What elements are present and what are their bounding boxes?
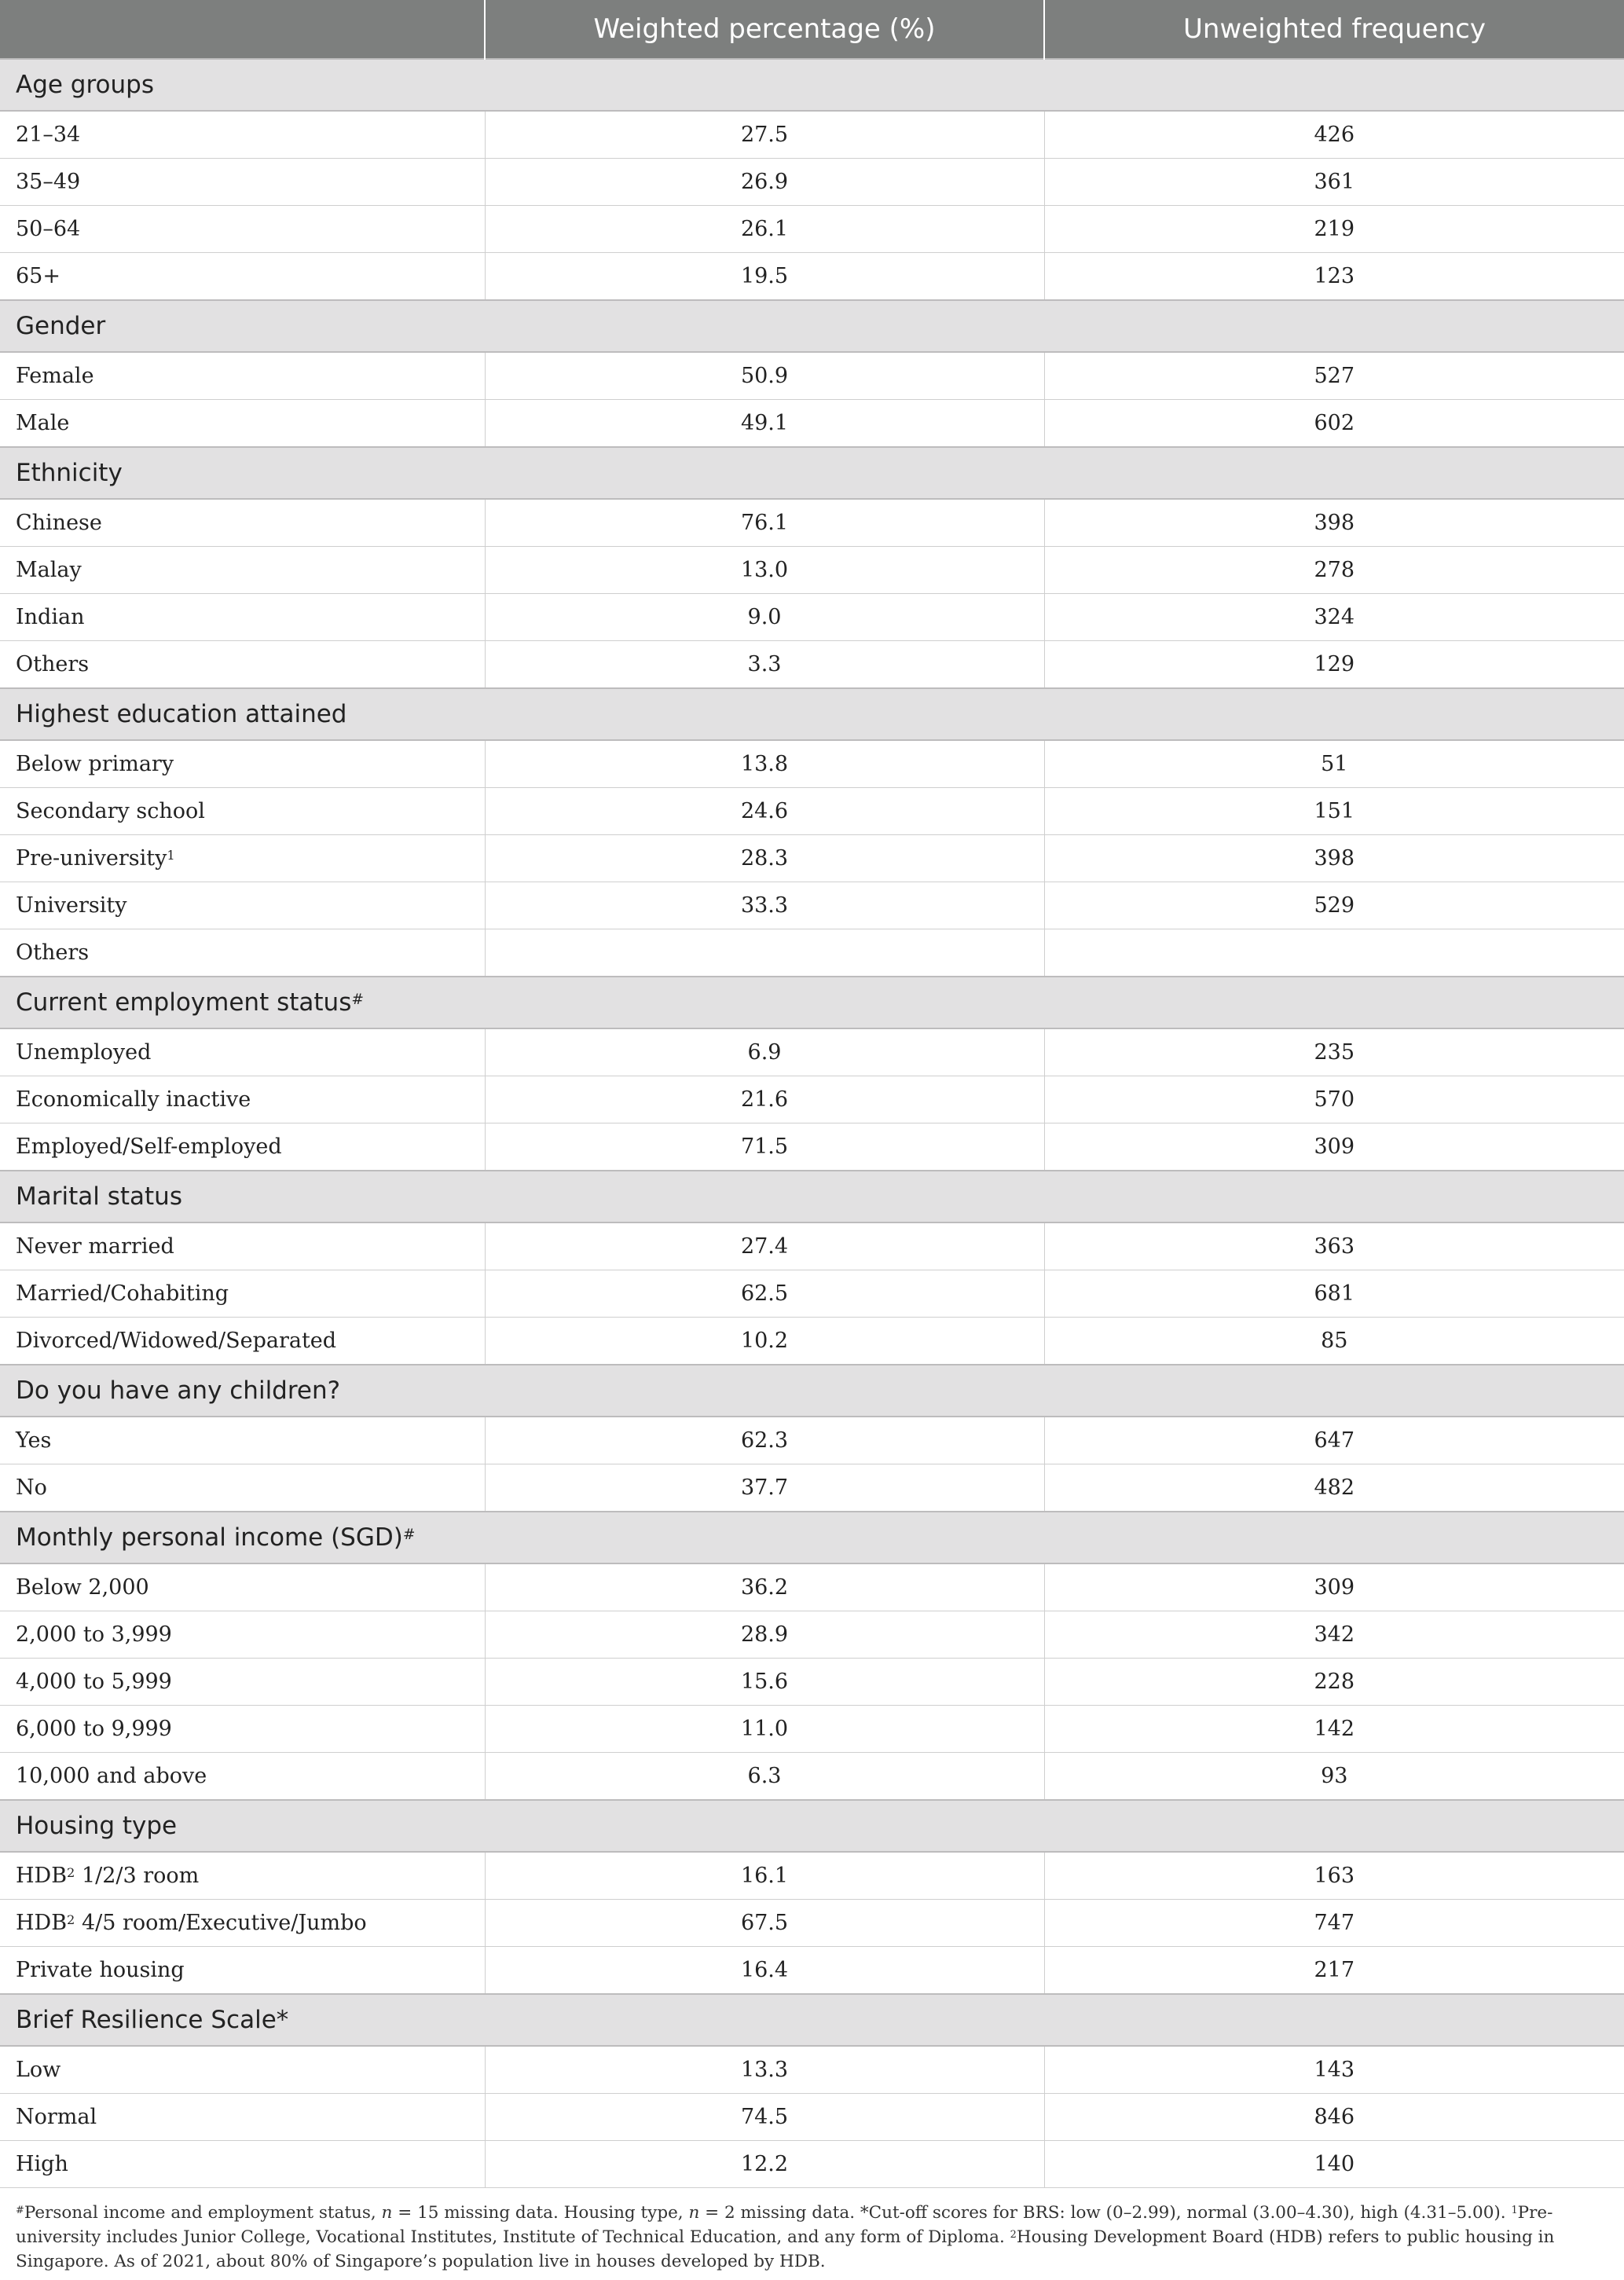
weighted-percentage-cell: 6.9 xyxy=(485,1028,1044,1076)
table-row xyxy=(0,1417,1624,1464)
row-label: 4,000 to 5,999 xyxy=(16,1670,172,1694)
weighted-percentage-cell: 28.9 xyxy=(485,1611,1044,1659)
table-row xyxy=(0,1753,1624,1801)
row-label: Male xyxy=(16,411,70,435)
unweighted-frequency-cell: 123 xyxy=(1044,253,1624,301)
row-label-cell xyxy=(0,1900,485,1947)
section-title-text: Monthly personal income (SGD) xyxy=(16,1523,403,1552)
weighted-percentage-cell: 9.0 xyxy=(485,594,1044,641)
row-label: Low xyxy=(16,2058,61,2082)
weighted-percentage-cell: 13.0 xyxy=(485,547,1044,594)
row-label-superscript: 1 xyxy=(167,847,175,863)
section-title xyxy=(0,300,1624,352)
weighted-percentage-cell: 13.8 xyxy=(485,740,1044,788)
row-label-cell xyxy=(0,1028,485,1076)
row-label-prefix: HDB xyxy=(16,1911,68,1935)
weighted-percentage-cell: 10.2 xyxy=(485,1318,1044,1365)
header-blank xyxy=(0,0,485,59)
table-row xyxy=(0,1318,1624,1365)
unweighted-frequency-cell xyxy=(1044,929,1624,977)
unweighted-frequency-cell: 235 xyxy=(1044,1028,1624,1076)
table-row xyxy=(0,206,1624,253)
weighted-percentage-cell xyxy=(485,929,1044,977)
row-label-cell xyxy=(0,1563,485,1611)
row-label-cell xyxy=(0,788,485,835)
table-row xyxy=(0,1464,1624,1512)
row-label-cell xyxy=(0,159,485,206)
table-row xyxy=(0,929,1624,977)
section-header-row xyxy=(0,977,1624,1028)
unweighted-frequency-cell: 602 xyxy=(1044,400,1624,448)
unweighted-frequency-cell: 426 xyxy=(1044,111,1624,159)
row-label-cell xyxy=(0,206,485,253)
section-title xyxy=(0,1994,1624,2046)
weighted-percentage-cell: 76.1 xyxy=(485,499,1044,547)
row-label: Female xyxy=(16,364,94,388)
section-header-row xyxy=(0,688,1624,740)
footnote-superscript: # xyxy=(16,2205,24,2217)
unweighted-frequency-cell: 219 xyxy=(1044,206,1624,253)
section-title-superscript: # xyxy=(351,991,364,1008)
row-label: 4/5 room/Executive/Jumbo xyxy=(75,1911,367,1935)
footnote-italic: n xyxy=(688,2203,700,2223)
section-title-text: Ethnicity xyxy=(16,459,123,487)
weighted-percentage-cell: 16.1 xyxy=(485,1852,1044,1900)
unweighted-frequency-cell: 51 xyxy=(1044,740,1624,788)
row-label-cell xyxy=(0,253,485,301)
section-title-text: Age groups xyxy=(16,71,154,99)
table-row xyxy=(0,1222,1624,1270)
row-label-cell xyxy=(0,1124,485,1171)
table-row xyxy=(0,1076,1624,1124)
row-label-cell xyxy=(0,2141,485,2188)
row-label-prefix: HDB xyxy=(16,1864,68,1888)
row-label: Yes xyxy=(16,1428,52,1453)
row-label-superscript: 2 xyxy=(67,1864,75,1880)
row-label: Malay xyxy=(16,558,82,582)
row-label: University xyxy=(16,893,127,918)
row-label: 6,000 to 9,999 xyxy=(16,1717,172,1741)
section-header-row xyxy=(0,1365,1624,1417)
section-title-text: Gender xyxy=(16,312,106,340)
row-label: Pre-university xyxy=(16,846,167,871)
row-label-superscript: 2 xyxy=(67,1912,75,1927)
table-row xyxy=(0,1852,1624,1900)
section-header-row xyxy=(0,300,1624,352)
weighted-percentage-cell: 21.6 xyxy=(485,1076,1044,1124)
table-row xyxy=(0,547,1624,594)
unweighted-frequency-cell: 129 xyxy=(1044,641,1624,689)
weighted-percentage-cell: 12.2 xyxy=(485,2141,1044,2188)
footnote-superscript: 2 xyxy=(1010,2229,1017,2242)
weighted-percentage-cell: 16.4 xyxy=(485,1947,1044,1995)
weighted-percentage-cell: 33.3 xyxy=(485,882,1044,929)
row-label: 10,000 and above xyxy=(16,1764,207,1788)
weighted-percentage-cell: 62.5 xyxy=(485,1270,1044,1318)
section-title xyxy=(0,688,1624,740)
row-label-cell xyxy=(0,1706,485,1753)
section-title xyxy=(0,447,1624,499)
row-label: 21–34 xyxy=(16,123,81,147)
header-weighted-percentage: Weighted percentage (%) xyxy=(485,0,1044,59)
row-label-cell xyxy=(0,1318,485,1365)
section-title-text: Brief Resilience Scale* xyxy=(16,2006,289,2034)
row-label: Never married xyxy=(16,1234,174,1259)
row-label-cell xyxy=(0,740,485,788)
unweighted-frequency-cell: 361 xyxy=(1044,159,1624,206)
row-label-cell xyxy=(0,1417,485,1464)
table-row xyxy=(0,2141,1624,2188)
section-header-row xyxy=(0,447,1624,499)
row-label-cell xyxy=(0,2094,485,2141)
unweighted-frequency-cell: 85 xyxy=(1044,1318,1624,1365)
row-label-cell xyxy=(0,547,485,594)
weighted-percentage-cell: 15.6 xyxy=(485,1659,1044,1706)
unweighted-frequency-cell: 527 xyxy=(1044,352,1624,400)
table-row xyxy=(0,2046,1624,2094)
row-label: High xyxy=(16,2152,68,2176)
row-label: Others xyxy=(16,652,90,676)
table-row xyxy=(0,1947,1624,1995)
section-title xyxy=(0,977,1624,1028)
unweighted-frequency-cell: 681 xyxy=(1044,1270,1624,1318)
row-label-cell xyxy=(0,1270,485,1318)
row-label: 65+ xyxy=(16,264,60,288)
footnote-text: Pre-university includes Junior College, Vocational Institutes, Institute of Technical Education, and any form of Diploma. xyxy=(16,2203,1553,2247)
table-row xyxy=(0,1124,1624,1171)
section-title-text: Do you have any children? xyxy=(16,1376,341,1405)
table-header xyxy=(0,0,1624,59)
weighted-percentage-cell: 28.3 xyxy=(485,835,1044,882)
footnote-italic: n xyxy=(381,2203,393,2223)
weighted-percentage-cell: 19.5 xyxy=(485,253,1044,301)
table-row xyxy=(0,641,1624,689)
row-label-cell xyxy=(0,1659,485,1706)
unweighted-frequency-cell: 529 xyxy=(1044,882,1624,929)
row-label: 2,000 to 3,999 xyxy=(16,1622,172,1647)
weighted-percentage-cell: 36.2 xyxy=(485,1563,1044,1611)
footnote-text: = 2 missing data. *Cut-off scores for BRS: low (0–2.99), normal (3.00–4.30), high (4.31–5.00). xyxy=(699,2203,1512,2223)
row-label: Below primary xyxy=(16,752,174,776)
table-row xyxy=(0,253,1624,301)
weighted-percentage-cell: 3.3 xyxy=(485,641,1044,689)
table-row xyxy=(0,1563,1624,1611)
row-label-cell xyxy=(0,111,485,159)
weighted-percentage-cell: 13.3 xyxy=(485,2046,1044,2094)
row-label-cell xyxy=(0,835,485,882)
section-title-text: Marital status xyxy=(16,1182,182,1211)
table-footnote xyxy=(16,2201,1607,2274)
row-label: 50–64 xyxy=(16,217,81,241)
weighted-percentage-cell: 27.4 xyxy=(485,1222,1044,1270)
section-title-text: Current employment status xyxy=(16,988,352,1017)
table-row xyxy=(0,882,1624,929)
footnote-text: Personal income and employment status, xyxy=(24,2203,382,2223)
table-row xyxy=(0,499,1624,547)
section-title-text: Housing type xyxy=(16,1812,178,1840)
footnote-text: = 15 missing data. Housing type, xyxy=(392,2203,689,2223)
unweighted-frequency-cell: 747 xyxy=(1044,1900,1624,1947)
weighted-percentage-cell: 67.5 xyxy=(485,1900,1044,1947)
unweighted-frequency-cell: 309 xyxy=(1044,1563,1624,1611)
row-label-cell xyxy=(0,1947,485,1995)
table-row xyxy=(0,1900,1624,1947)
row-label: Employed/Self-employed xyxy=(16,1135,282,1159)
row-label: 35–49 xyxy=(16,170,81,194)
row-label-cell xyxy=(0,1222,485,1270)
unweighted-frequency-cell: 151 xyxy=(1044,788,1624,835)
section-title xyxy=(0,1365,1624,1417)
table-row xyxy=(0,1028,1624,1076)
row-label-cell xyxy=(0,641,485,689)
table-row xyxy=(0,111,1624,159)
row-label: Others xyxy=(16,940,90,965)
section-header-row xyxy=(0,1512,1624,1563)
row-label-cell xyxy=(0,1464,485,1512)
row-label-cell xyxy=(0,882,485,929)
table-row xyxy=(0,400,1624,448)
section-header-row xyxy=(0,1800,1624,1852)
table-row xyxy=(0,1706,1624,1753)
unweighted-frequency-cell: 217 xyxy=(1044,1947,1624,1995)
weighted-percentage-cell: 24.6 xyxy=(485,788,1044,835)
row-label: Divorced/Widowed/Separated xyxy=(16,1329,337,1353)
row-label: Chinese xyxy=(16,511,102,535)
row-label: Married/Cohabiting xyxy=(16,1281,229,1306)
unweighted-frequency-cell: 324 xyxy=(1044,594,1624,641)
table-row xyxy=(0,594,1624,641)
table-row xyxy=(0,159,1624,206)
weighted-percentage-cell: 26.9 xyxy=(485,159,1044,206)
unweighted-frequency-cell: 278 xyxy=(1044,547,1624,594)
row-label-cell xyxy=(0,2046,485,2094)
weighted-percentage-cell: 27.5 xyxy=(485,111,1044,159)
section-header-row xyxy=(0,1171,1624,1222)
weighted-percentage-cell: 11.0 xyxy=(485,1706,1044,1753)
row-label: No xyxy=(16,1475,47,1500)
row-label: Below 2,000 xyxy=(16,1575,149,1600)
row-label-cell xyxy=(0,1753,485,1801)
weighted-percentage-cell: 26.1 xyxy=(485,206,1044,253)
section-header-row xyxy=(0,59,1624,111)
unweighted-frequency-cell: 140 xyxy=(1044,2141,1624,2188)
row-label-cell xyxy=(0,352,485,400)
unweighted-frequency-cell: 398 xyxy=(1044,835,1624,882)
unweighted-frequency-cell: 142 xyxy=(1044,1706,1624,1753)
weighted-percentage-cell: 62.3 xyxy=(485,1417,1044,1464)
section-header-row xyxy=(0,1994,1624,2046)
row-label: Unemployed xyxy=(16,1040,152,1065)
footnote-text: Housing Development Board (HDB) refers to public housing in Singapore. As of 2021, about 80% of Singapore’s population live in houses developed by HDB. xyxy=(16,2227,1555,2271)
table-row xyxy=(0,1270,1624,1318)
section-title xyxy=(0,1512,1624,1563)
row-label-cell xyxy=(0,929,485,977)
row-label-cell xyxy=(0,499,485,547)
unweighted-frequency-cell: 398 xyxy=(1044,499,1624,547)
table-row xyxy=(0,352,1624,400)
row-label: Indian xyxy=(16,605,85,629)
unweighted-frequency-cell: 309 xyxy=(1044,1124,1624,1171)
weighted-percentage-cell: 6.3 xyxy=(485,1753,1044,1801)
unweighted-frequency-cell: 163 xyxy=(1044,1852,1624,1900)
row-label-cell xyxy=(0,594,485,641)
table-body xyxy=(0,59,1624,2188)
section-title xyxy=(0,1800,1624,1852)
section-title xyxy=(0,59,1624,111)
section-title-text: Highest education attained xyxy=(16,700,347,728)
row-label-cell xyxy=(0,1076,485,1124)
weighted-percentage-cell: 74.5 xyxy=(485,2094,1044,2141)
unweighted-frequency-cell: 647 xyxy=(1044,1417,1624,1464)
weighted-percentage-cell: 37.7 xyxy=(485,1464,1044,1512)
row-label: Economically inactive xyxy=(16,1087,251,1112)
section-title xyxy=(0,1171,1624,1222)
weighted-percentage-cell: 50.9 xyxy=(485,352,1044,400)
footnote-superscript: 1 xyxy=(1511,2205,1518,2217)
table-row xyxy=(0,1659,1624,1706)
unweighted-frequency-cell: 228 xyxy=(1044,1659,1624,1706)
unweighted-frequency-cell: 342 xyxy=(1044,1611,1624,1659)
row-label: Normal xyxy=(16,2105,97,2129)
unweighted-frequency-cell: 570 xyxy=(1044,1076,1624,1124)
row-label-cell xyxy=(0,1852,485,1900)
row-label-cell xyxy=(0,400,485,448)
weighted-percentage-cell: 71.5 xyxy=(485,1124,1044,1171)
header-row xyxy=(0,0,1624,59)
weighted-percentage-cell: 49.1 xyxy=(485,400,1044,448)
table-row xyxy=(0,2094,1624,2141)
table-row xyxy=(0,835,1624,882)
unweighted-frequency-cell: 143 xyxy=(1044,2046,1624,2094)
row-label: 1/2/3 room xyxy=(75,1864,200,1888)
unweighted-frequency-cell: 363 xyxy=(1044,1222,1624,1270)
unweighted-frequency-cell: 846 xyxy=(1044,2094,1624,2141)
header-unweighted-frequency: Unweighted frequency xyxy=(1044,0,1624,59)
table-row xyxy=(0,788,1624,835)
row-label-cell xyxy=(0,1611,485,1659)
unweighted-frequency-cell: 93 xyxy=(1044,1753,1624,1801)
table-row xyxy=(0,1611,1624,1659)
unweighted-frequency-cell: 482 xyxy=(1044,1464,1624,1512)
row-label: Secondary school xyxy=(16,799,205,823)
section-title-superscript: # xyxy=(402,1526,416,1543)
row-label: Private housing xyxy=(16,1958,185,1982)
table-row xyxy=(0,740,1624,788)
